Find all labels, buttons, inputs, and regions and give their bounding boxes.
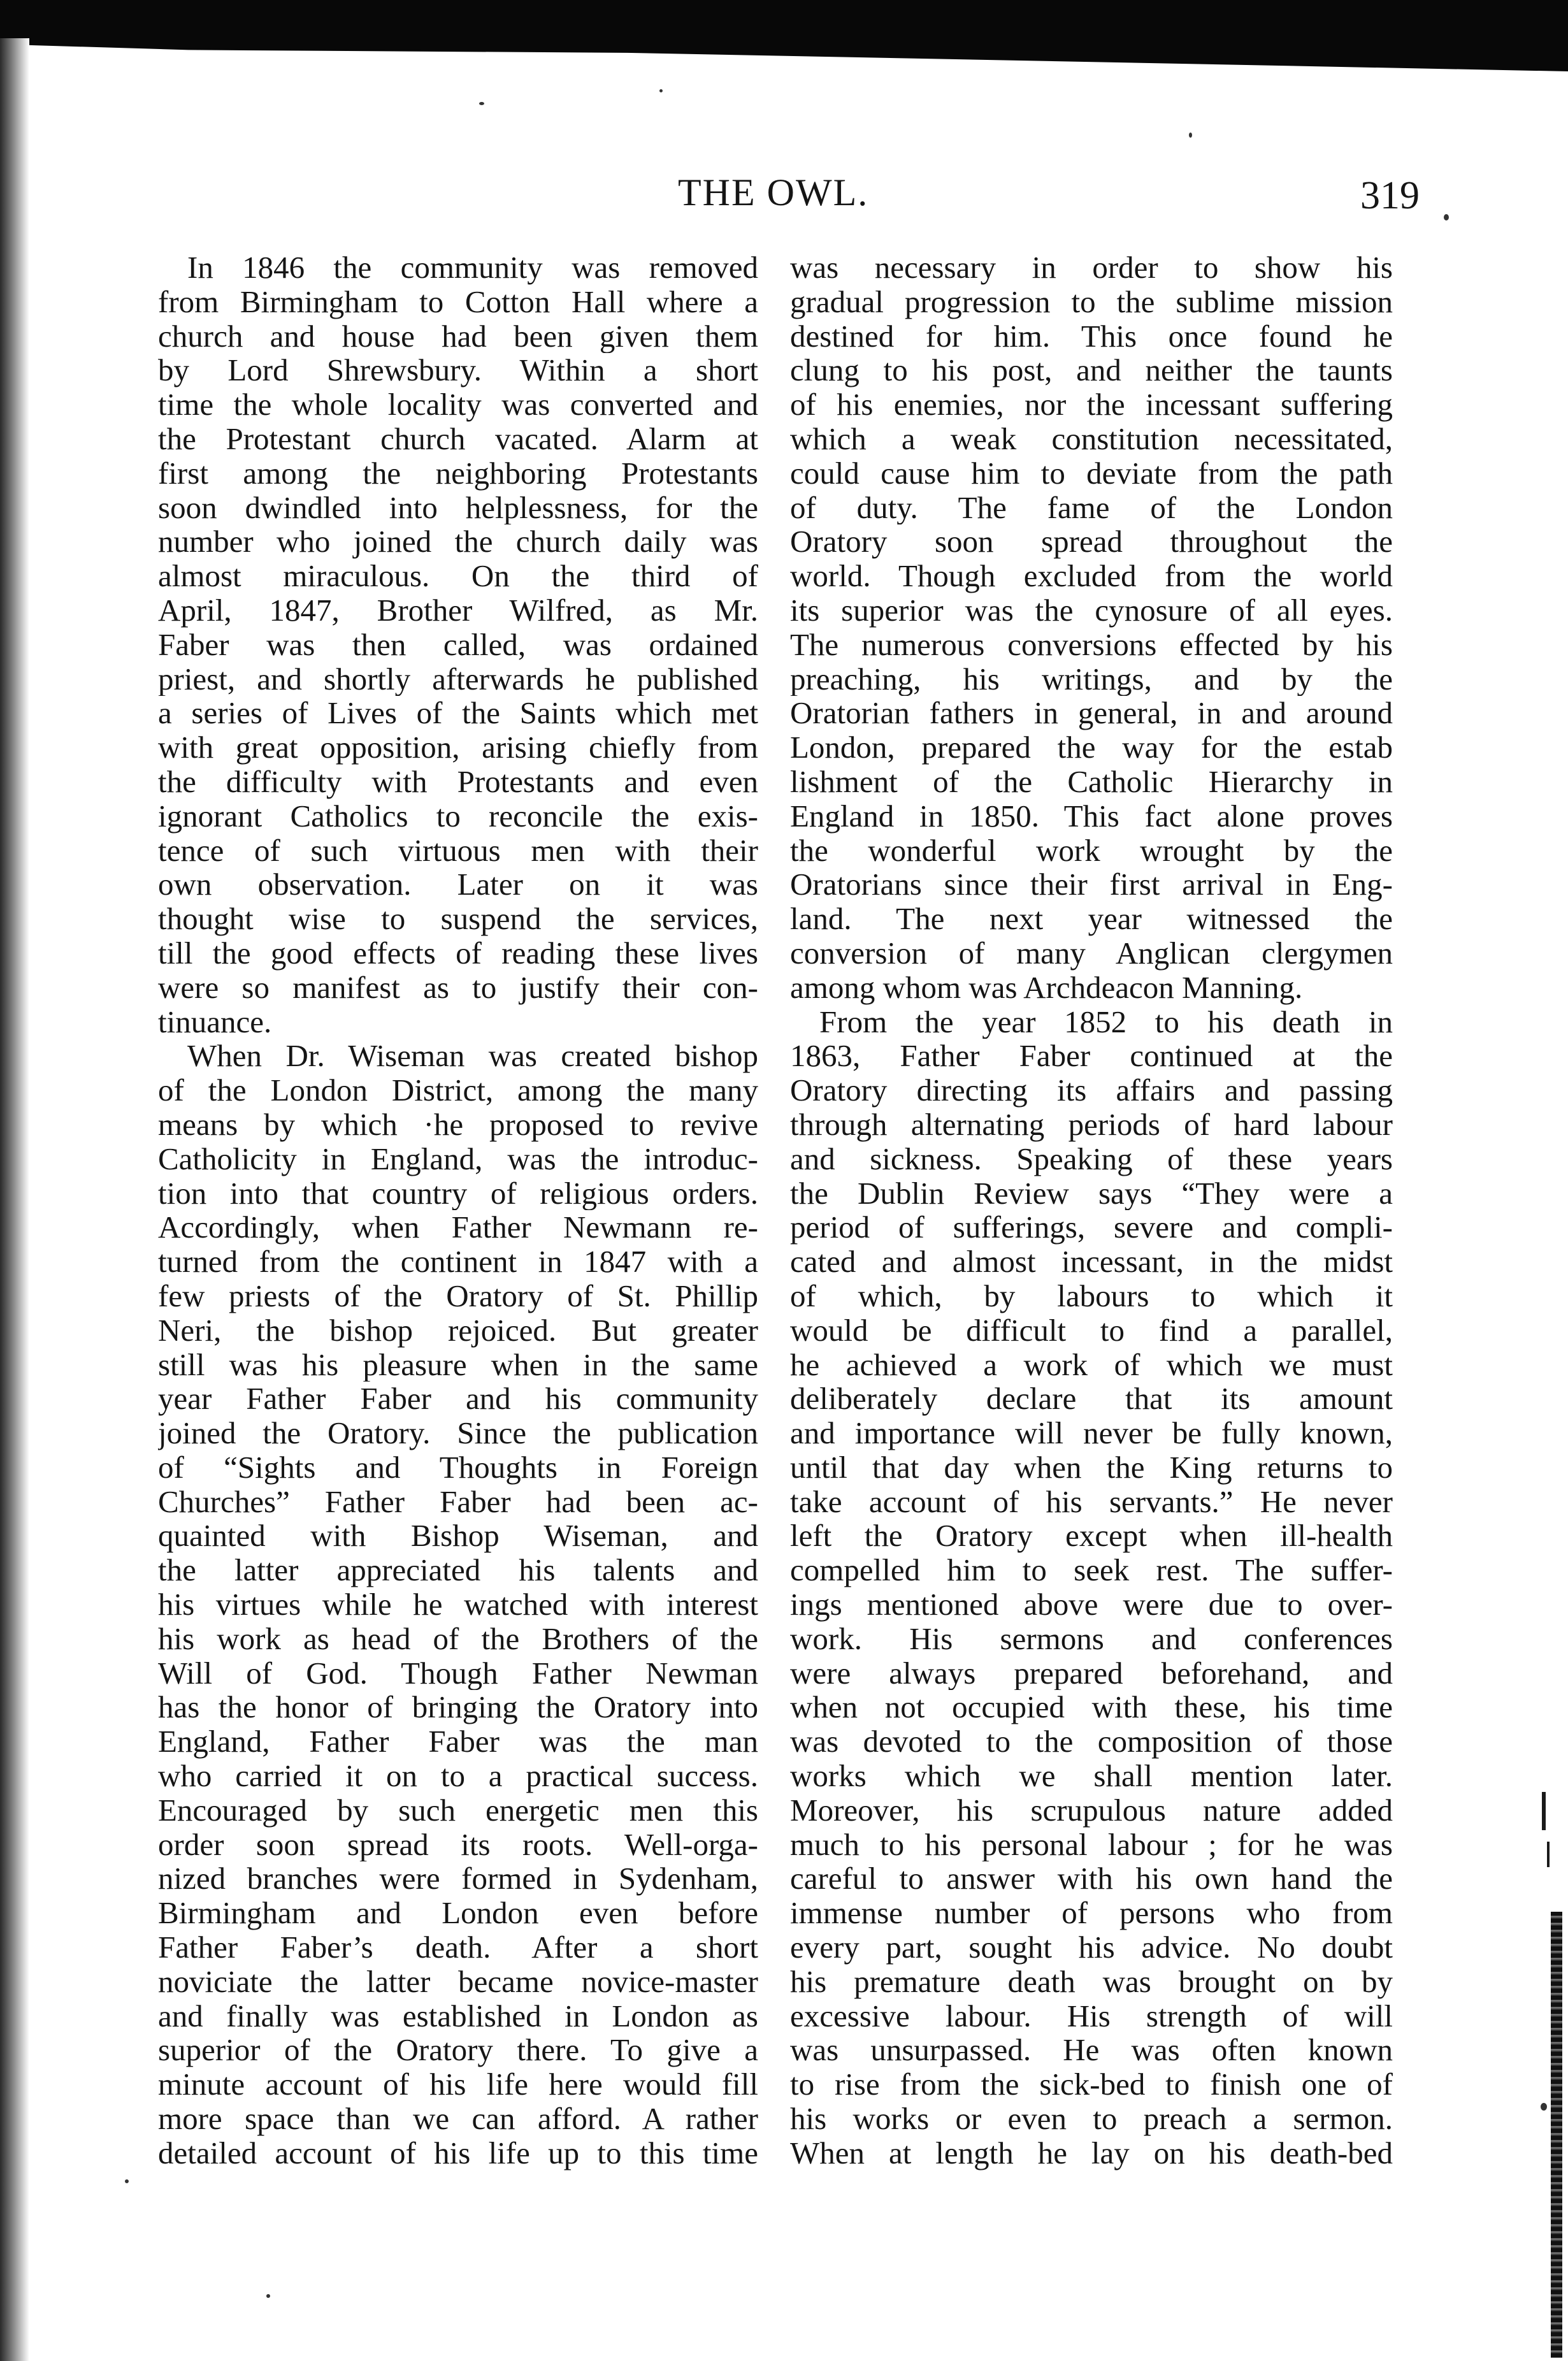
text-line: the Dublin Review says “They were a: [790, 1176, 1393, 1211]
text-line: when not occupied with these, his time: [790, 1690, 1393, 1725]
text-line: order soon spread its roots. Well-orga-: [158, 1827, 758, 1862]
text-line: every part, sought his advice. No doubt: [790, 1930, 1393, 1965]
text-line: land. The next year witnessed the: [790, 902, 1393, 936]
text-line: lishment of the Catholic Hierarchy in: [790, 764, 1393, 799]
text-line: of his enemies, nor the incessant suffering: [790, 387, 1393, 422]
page-number: 319: [1360, 174, 1420, 217]
text-line: In 1846 the community was removed: [187, 250, 758, 285]
text-line: England in 1850. This fact alone proves: [790, 798, 1393, 834]
text-line: nized branches were formed in Sydenham,: [158, 1861, 758, 1896]
text-line: almost miraculous. On the third of: [158, 559, 758, 593]
text-line: till the good effects of reading these lives: [158, 935, 758, 971]
text-line: preaching, his writings, and by the: [790, 661, 1393, 697]
text-line: Moreover, his scrupulous nature added: [790, 1793, 1393, 1828]
text-line: Oratorians since their first arrival in Eng-: [790, 867, 1393, 902]
text-line: year Father Faber and his community: [158, 1382, 758, 1417]
text-line: 1863, Father Faber continued at the: [790, 1039, 1393, 1074]
text-line: ings mentioned above were due to over-: [790, 1587, 1393, 1622]
text-line: Accordingly, when Father Newmann re-: [158, 1210, 758, 1245]
text-line: own observation. Later on it was: [158, 867, 758, 902]
text-line: his work as head of the Brothers of the: [158, 1621, 758, 1656]
text-line: Birmingham and London even before: [158, 1896, 758, 1931]
scan-speck: [266, 2294, 270, 2298]
text-line: among whom was Archdeacon Manning.: [790, 970, 1303, 1005]
text-line: until that day when the King returns to: [790, 1450, 1393, 1485]
text-line: careful to answer with his own hand the: [790, 1861, 1393, 1896]
text-line: tence of such virtuous men with their: [158, 833, 758, 868]
text-line: number who joined the church daily was: [158, 524, 758, 560]
text-line: to rise from the sick-bed to finish one of: [790, 2067, 1393, 2102]
text-line: cated and almost incessant, in the midst: [790, 1245, 1393, 1279]
text-line: take account of his servants.” He never: [790, 1484, 1393, 1519]
scan-mark: [1547, 1842, 1550, 1867]
text-line: deliberately declare that its amount: [790, 1382, 1393, 1417]
scan-top-border: [0, 0, 1568, 71]
text-line: from Birmingham to Cotton Hall where a: [158, 284, 758, 319]
scan-speck: [125, 2179, 129, 2183]
text-line: England, Father Faber was the man: [158, 1724, 758, 1759]
text-line: few priests of the Oratory of St. Phillip: [158, 1278, 758, 1313]
text-line: who carried it on to a practical success.: [158, 1759, 758, 1793]
text-line: When at length he lay on his death-bed: [790, 2135, 1393, 2170]
text-line: more space than we can afford. A rather: [158, 2102, 758, 2136]
text-line: destined for him. This once found he: [790, 319, 1393, 354]
text-line: From the year 1852 to his death in: [819, 1004, 1393, 1039]
text-line: the latter appreciated his talents and: [158, 1553, 758, 1588]
text-line: church and house had been given them: [158, 319, 758, 354]
text-line: by Lord Shrewsbury. Within a short: [158, 353, 758, 388]
text-line: could cause him to deviate from the path: [790, 456, 1393, 491]
right-column: [790, 250, 1393, 2170]
text-line: Catholicity in England, was the introduc-: [158, 1141, 758, 1176]
text-line: Faber was then called, was ordained: [158, 627, 758, 662]
scan-left-shadow: [0, 38, 29, 2361]
text-line: period of sufferings, severe and compli-: [790, 1210, 1393, 1245]
text-line: the Protestant church vacated. Alarm at: [158, 421, 758, 456]
text-line: Will of God. Though Father Newman: [158, 1656, 758, 1691]
text-line: which a weak constitution necessitated,: [790, 421, 1393, 456]
text-line: works which we shall mention later.: [790, 1759, 1393, 1793]
text-line: of duty. The fame of the London: [790, 490, 1393, 525]
text-line: of “Sights and Thoughts in Foreign: [158, 1450, 758, 1485]
text-line: excessive labour. His strength of will: [790, 1998, 1393, 2033]
scan-speck: [1444, 214, 1449, 220]
text-line: of which, by labours to which it: [790, 1278, 1393, 1313]
text-line: gradual progression to the sublime mission: [790, 284, 1393, 319]
text-line: thought wise to suspend the services,: [158, 902, 758, 936]
scan-right-edge-marks: [1541, 1784, 1568, 2361]
text-line: immense number of persons who from: [790, 1896, 1393, 1931]
text-line: his virtues while he watched with interest: [158, 1587, 758, 1622]
text-line: London, prepared the way for the estab: [790, 730, 1393, 765]
text-line: time the whole locality was converted and: [158, 387, 758, 422]
text-line: April, 1847, Brother Wilfred, as Mr.: [158, 593, 758, 628]
text-line: soon dwindled into helplessness, for the: [158, 490, 758, 525]
text-line: and finally was established in London as: [158, 1998, 758, 2033]
text-line: Encouraged by such energetic men this: [158, 1793, 758, 1828]
scan-mark: [1551, 1912, 1562, 2358]
text-line: Oratory directing its affairs and passing: [790, 1073, 1393, 1108]
scan-speck: [1189, 133, 1192, 138]
text-line: tinuance.: [158, 1004, 272, 1039]
text-line: still was his pleasure when in the same: [158, 1347, 758, 1382]
text-line: clung to his post, and neither the taunts: [790, 353, 1393, 388]
text-line: was devoted to the composition of those: [790, 1724, 1393, 1759]
text-line: work. His sermons and conferences: [790, 1621, 1393, 1656]
text-line: his premature death was brought on by: [790, 1964, 1393, 1999]
scan-mark: [1542, 1792, 1546, 1830]
text-line: noviciate the latter became novice-master: [158, 1964, 758, 1999]
text-line: of the London District, among the many: [158, 1073, 758, 1108]
text-line: The numerous conversions effected by his: [790, 627, 1393, 662]
text-line: Churches” Father Faber had been ac-: [158, 1484, 758, 1519]
text-line: the difficulty with Protestants and even: [158, 764, 758, 799]
text-line: would be difficult to find a parallel,: [790, 1313, 1393, 1348]
text-line: the wonderful work wrought by the: [790, 833, 1393, 868]
text-line: Father Faber’s death. After a short: [158, 1930, 758, 1965]
text-line: quainted with Bishop Wiseman, and: [158, 1519, 758, 1554]
running-head: THE OWL.: [678, 171, 869, 213]
text-line: conversion of many Anglican clergymen: [790, 935, 1393, 971]
text-line: left the Oratory except when ill-health: [790, 1519, 1393, 1554]
text-line: its superior was the cynosure of all eyes.: [790, 593, 1393, 628]
text-line: and sickness. Speaking of these years: [790, 1141, 1393, 1176]
scan-speck: [479, 102, 484, 105]
text-line: When Dr. Wiseman was created bishop: [187, 1039, 758, 1074]
text-line: Oratory soon spread throughout the: [790, 524, 1393, 560]
text-line: Neri, the bishop rejoiced. But greater: [158, 1313, 758, 1348]
text-line: were always prepared beforehand, and: [790, 1656, 1393, 1691]
text-line: first among the neighboring Protestants: [158, 456, 758, 491]
text-line: Oratorian fathers in general, in and around: [790, 696, 1393, 731]
text-line: much to his personal labour ; for he was: [790, 1827, 1393, 1862]
text-line: a series of Lives of the Saints which met: [158, 696, 758, 731]
left-column: [158, 250, 758, 2170]
text-line: means by which ·he proposed to revive: [158, 1107, 758, 1142]
text-line: joined the Oratory. Since the publication: [158, 1416, 758, 1450]
text-line: his works or even to preach a sermon.: [790, 2102, 1393, 2136]
text-line: was necessary in order to show his: [790, 250, 1393, 285]
scan-speck: [659, 89, 663, 92]
text-line: minute account of his life here would fill: [158, 2067, 758, 2102]
text-line: were so manifest as to justify their con-: [158, 970, 758, 1005]
text-line: through alternating periods of hard labour: [790, 1107, 1393, 1142]
text-line: priest, and shortly afterwards he published: [158, 661, 758, 697]
text-line: turned from the continent in 1847 with a: [158, 1245, 758, 1279]
text-line: compelled him to seek rest. The suffer-: [790, 1553, 1393, 1588]
text-line: has the honor of bringing the Oratory into: [158, 1690, 758, 1725]
text-line: detailed account of his life up to this time: [158, 2135, 758, 2170]
text-line: and importance will never be fully known,: [790, 1416, 1393, 1450]
text-line: he achieved a work of which we must: [790, 1347, 1393, 1382]
text-line: with great opposition, arising chiefly from: [158, 730, 758, 765]
text-line: ignorant Catholics to reconcile the exis-: [158, 798, 758, 834]
text-line: superior of the Oratory there. To give a: [158, 2033, 758, 2068]
text-line: was unsurpassed. He was often known: [790, 2033, 1393, 2068]
text-line: world. Though excluded from the world: [790, 559, 1393, 593]
text-line: tion into that country of religious orders.: [158, 1176, 758, 1211]
